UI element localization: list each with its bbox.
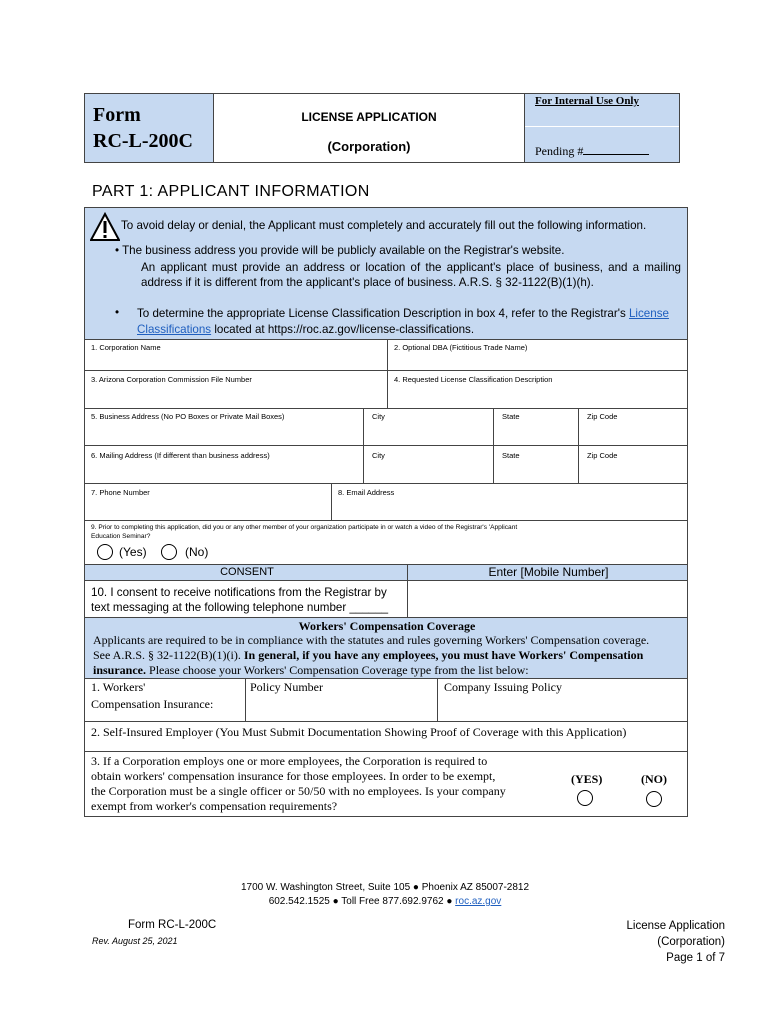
acc-file-number-field[interactable]: [84, 370, 388, 409]
license-classifications-link[interactable]: License Classifications: [137, 307, 669, 336]
field-4-label: 4. Requested License Classification Description: [394, 375, 553, 384]
city-label: City: [372, 451, 385, 460]
notice-box: [84, 207, 688, 340]
dba-field[interactable]: [387, 339, 688, 371]
exempt-yes-label: (YES): [571, 772, 603, 786]
mailing-zip-field[interactable]: [578, 445, 688, 484]
field-2-label: 2. Optional DBA (Fictitious Trade Name): [394, 343, 528, 352]
internal-use-label: For Internal Use Only: [535, 95, 639, 107]
mobile-number-header: [407, 564, 688, 581]
footer-form-name: Form RC-L-200C: [128, 919, 217, 931]
form-id-box: [84, 93, 214, 163]
warning-icon: [90, 212, 120, 242]
phone-number-field[interactable]: [84, 483, 332, 521]
policy-number-field[interactable]: [245, 678, 438, 722]
workers-comp-insurance-option[interactable]: [84, 678, 246, 722]
exempt-yes-radio[interactable]: [577, 790, 593, 806]
license-classification-field[interactable]: [387, 370, 688, 409]
mailing-state-field[interactable]: [493, 445, 579, 484]
option-2-label: 2. Self-Insured Employer (You Must Submit Documentation Showing Proof of Coverage with this Application): [91, 725, 627, 739]
city-label: City: [372, 412, 385, 421]
business-city-field[interactable]: [363, 408, 494, 446]
business-state-field[interactable]: [493, 408, 579, 446]
part1-heading: PART 1: APPLICANT INFORMATION: [92, 183, 370, 200]
issuing-company-label: Company Issuing Policy: [444, 680, 563, 694]
field-3-label: 3. Arizona Corporation Commission File Number: [91, 375, 252, 384]
consent-title: CONSENT: [220, 566, 274, 578]
footer-revision: Rev. August 25, 2021: [92, 936, 178, 946]
mobile-number-input[interactable]: [407, 580, 688, 618]
footer-contact: 602.542.1525 ● Toll Free 877.692.9762 ● roc.az.gov: [268, 896, 502, 907]
seminar-yes-radio[interactable]: [97, 544, 113, 560]
title-box: [213, 93, 525, 163]
field-8-label: 8. Email Address: [338, 488, 395, 497]
workers-comp-section: [84, 617, 688, 679]
state-label: State: [502, 451, 520, 460]
consent-text-box: [84, 580, 408, 618]
business-zip-field[interactable]: [578, 408, 688, 446]
field-1-label: 1. Corporation Name: [91, 343, 161, 352]
mobile-number-title: Enter [Mobile Number]: [488, 565, 609, 579]
form-title: LICENSE APPLICATION: [301, 110, 437, 124]
option-3-label: 3. If a Corporation employs one or more employees, the Corporation is required to obtain workers' compensation insurance for those employees. In order to be exempt, the Corporation must be a single officer or 50/50 with no employees. Is your company exempt from worker's compensation requirements?: [91, 754, 506, 813]
pending-label: Pending #: [535, 144, 649, 159]
issuing-company-field[interactable]: [437, 678, 688, 722]
seminar-question: [84, 520, 688, 565]
exempt-no-radio[interactable]: [646, 791, 662, 807]
bullet-1-detail: An applicant must provide an address or location of the applicant's place of business, and a mailing address if it is different from the applicant's place of business. A.R.S. § 32-1122(B)(1)(h).: [141, 261, 681, 289]
business-address-field[interactable]: [84, 408, 364, 446]
workers-comp-text: Applicants are required to be in compliance with the statutes and rules governing Workers' Compensation coverage. See A.R.S. § 32-1122(B)(1)(i). In general, if you have any employees, you must have Workers' Compensation insurance. Please choose your Workers' Compensation Coverage type from the list below:: [93, 633, 650, 677]
form-number: RC-L-200C: [93, 130, 193, 152]
zip-label: Zip Code: [587, 451, 618, 460]
mailing-city-field[interactable]: [363, 445, 494, 484]
exempt-question: [84, 751, 688, 817]
bullet-2: •: [115, 306, 120, 319]
form-label: Form: [93, 104, 141, 126]
seminar-yes-label: (Yes): [119, 545, 147, 559]
option-1-label: 1. Workers' Compensation Insurance:: [91, 680, 214, 711]
seminar-no-radio[interactable]: [161, 544, 177, 560]
email-address-field[interactable]: [331, 483, 688, 521]
notice-text: To avoid delay or denial, the Applicant must completely and accurately fill out the following information.: [121, 219, 647, 232]
exempt-no-label: (NO): [641, 772, 667, 786]
footer-address: 1700 W. Washington Street, Suite 105 ● Phoenix AZ 85007-2812: [240, 882, 530, 893]
bullet-2-text: To determine the appropriate License Classification Description in box 4, refer to the Registrar's License Classifications located at https://roc.az.gov/license-classifications.: [137, 307, 669, 336]
policy-number-label: Policy Number: [250, 680, 323, 694]
self-insured-option[interactable]: [84, 721, 688, 752]
state-label: State: [502, 412, 520, 421]
internal-use-box: [524, 93, 680, 163]
consent-header: [84, 564, 408, 581]
form-subtitle: (Corporation): [327, 139, 411, 154]
field-5-label: 5. Business Address (No PO Boxes or Private Mail Boxes): [91, 412, 285, 421]
field-7-label: 7. Phone Number: [91, 488, 150, 497]
seminar-no-label: (No): [185, 545, 209, 559]
mailing-address-field[interactable]: [84, 445, 364, 484]
field-9-label: 9. Prior to completing this application, did you or any other member of your organization participate in or watch a video of the Registrar's 'Applicant Education Seminar?: [91, 524, 518, 540]
bullet-1: • The business address you provide will be publicly available on the Registrar's website.: [115, 244, 565, 257]
footer-right: License Application (Corporation) Page 1 of 7: [626, 920, 725, 964]
page-number: Page 1 of 7: [666, 952, 725, 964]
roc-website-link[interactable]: roc.az.gov: [455, 896, 502, 907]
corporation-name-field[interactable]: [84, 339, 388, 371]
workers-comp-title: Workers' Compensation Coverage: [298, 619, 476, 633]
zip-label: Zip Code: [587, 412, 618, 421]
consent-text: 10. I consent to receive notifications from the Registrar by text messaging at the following telephone number ______: [91, 586, 389, 614]
field-6-label: 6. Mailing Address (If different than business address): [91, 451, 270, 460]
